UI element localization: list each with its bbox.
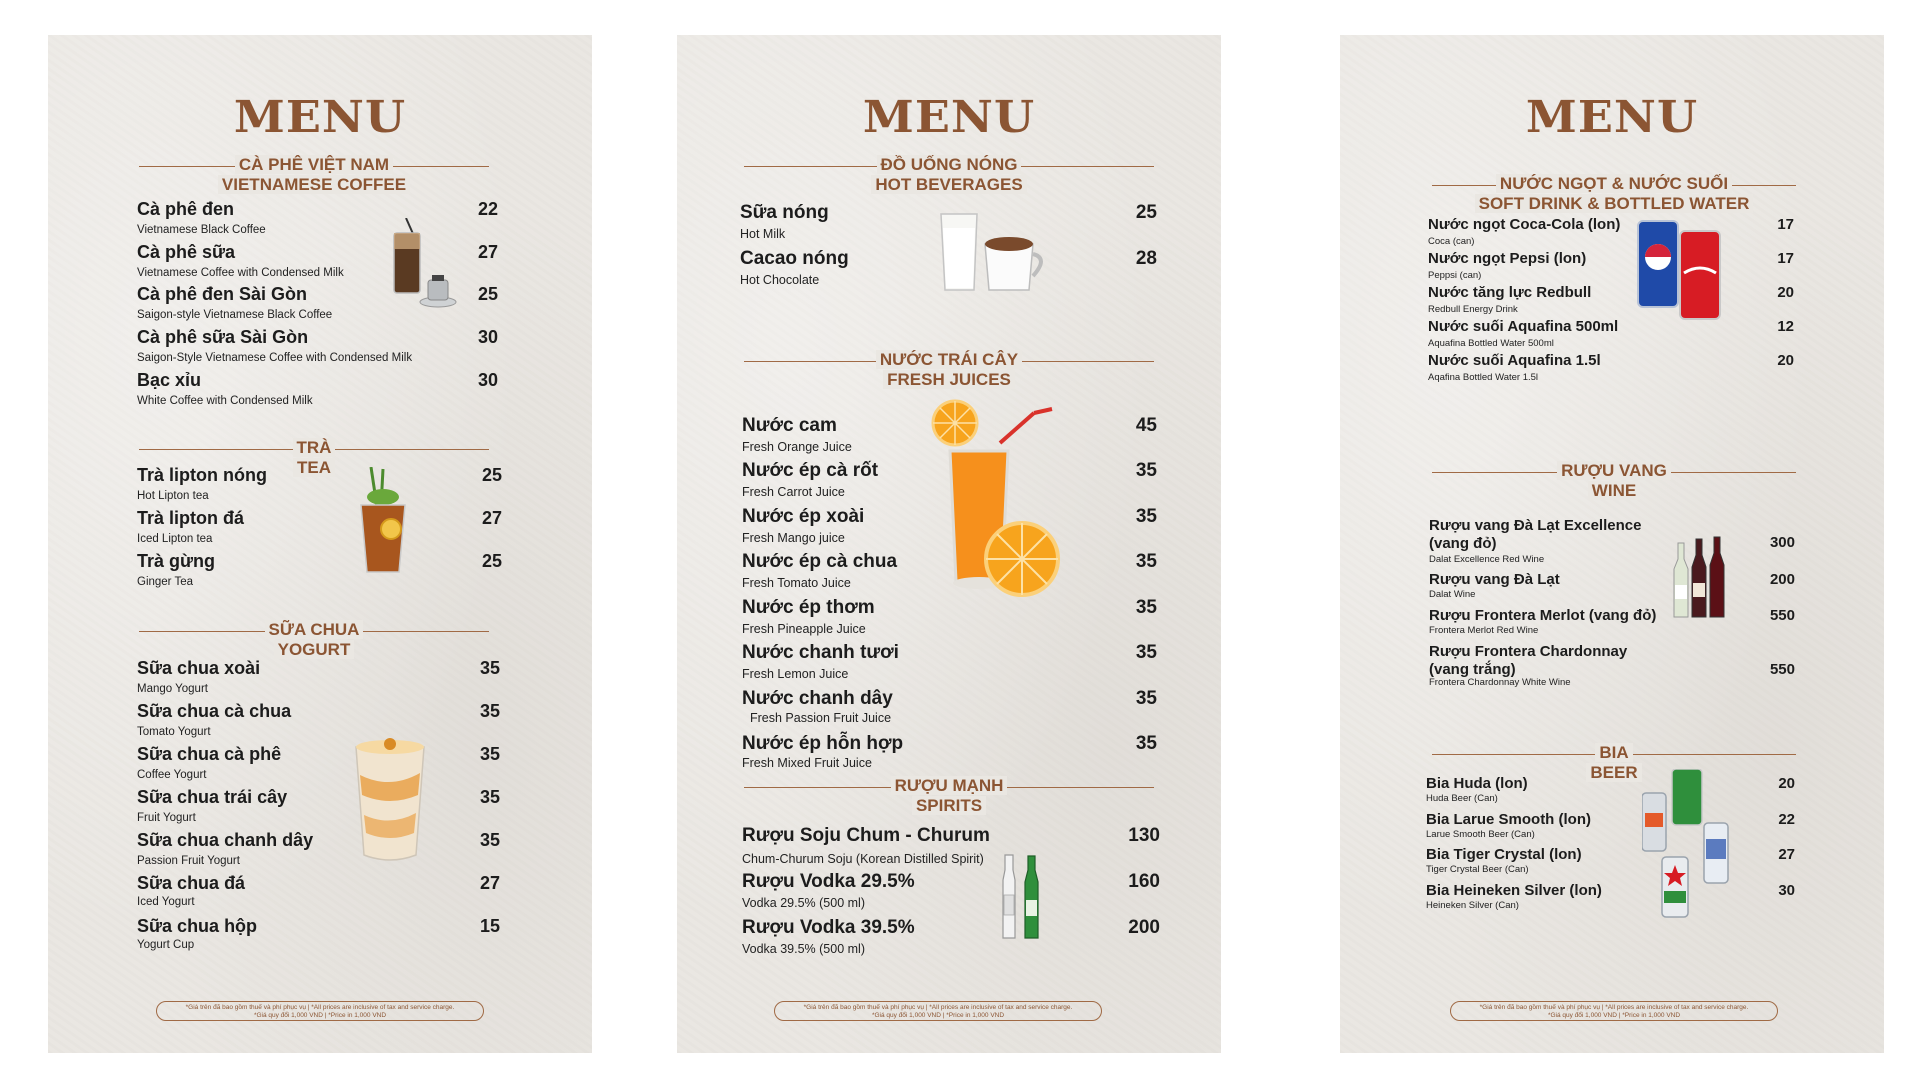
item-price: 15 [479,916,500,936]
item-price: 20 [1777,284,1794,301]
item-subtitle: Dalat Wine [1429,589,1476,600]
item-name: Rượu Frontera Chardonnay [1429,643,1628,660]
section-header-spirits [744,774,1154,814]
section-title-vi: NƯỚC NGỌT & NƯỚC SUỐI [1496,174,1732,193]
menu-title: MENU [1525,91,1699,143]
item-subtitle: Hot Lipton tea [137,490,209,502]
section-title-en: WINE [1588,481,1640,500]
section-header-fresh-juices [744,348,1154,388]
item-name: Rượu vang Đà Lạt Excellence [1429,517,1642,534]
item-price: 35 [1135,733,1157,754]
item-subtitle: Peppsi (can) [1428,270,1482,281]
section-header-soft-drinks [1432,172,1796,212]
item-name: Nước ép cà chua [742,551,898,572]
item-price: 35 [479,787,500,807]
section-title-vi: RƯỢU VANG [1557,461,1671,480]
item-name: Bia Heineken Silver (lon) [1426,882,1602,899]
item-name: Sữa chua hộp [137,916,258,936]
item-price: 28 [1135,248,1157,269]
item-price: 160 [1128,871,1160,892]
price-note [156,1001,484,1021]
section-title-vi: TRÀ [293,438,336,457]
section-title-vi: SỮA CHUA [265,620,364,639]
menu-item[interactable] [1428,250,1794,281]
section-header-wine [1432,459,1796,499]
item-price: 20 [1777,352,1794,369]
item-subtitle: Vodka 29.5% (500 ml) [742,896,865,910]
item-subtitle: Frontera Merlot Red Wine [1429,625,1539,636]
menu-page-coffee-tea-yogurt [48,35,592,1053]
menu-item[interactable] [1428,352,1794,383]
item-subtitle: Aquafina Bottled Water 500ml [1428,338,1554,349]
item-price: 27 [479,873,500,893]
item-price: 20 [1778,775,1795,792]
orange-juice-illustration [922,383,1072,603]
item-name: Rượu Frontera Merlot (vang đỏ) [1429,607,1657,624]
item-price: 25 [477,284,498,304]
menu-item[interactable] [1426,846,1795,874]
item-name: Nước ép thơm [742,597,875,618]
section-header-coffee [139,153,489,193]
menu-item[interactable] [1429,517,1795,565]
item-price: 27 [477,242,498,262]
menu-item[interactable] [137,370,498,407]
item-subtitle: Fresh Pineapple Juice [742,622,866,636]
item-subtitle: Coffee Yogurt [137,769,207,781]
item-subtitle: Coca (can) [1428,236,1475,247]
menu-item[interactable] [742,688,1157,724]
menu-item[interactable] [1429,571,1795,601]
item-price: 17 [1777,250,1794,267]
menu-item[interactable] [1428,216,1794,247]
section-title-en: HOT BEVERAGES [871,175,1026,194]
price-note-line1: *Giá trên đã bao gồm thuế và phí phục vụ | *All prices are inclusive of tax and service charge. [803,1004,1073,1011]
item-price: 35 [1135,688,1157,709]
menu-item[interactable] [137,508,502,545]
item-name-line2: (vang trắng) [1429,661,1516,678]
menu-item[interactable] [137,701,500,738]
menu-item[interactable] [137,787,500,824]
item-price: 35 [1135,551,1157,572]
iced-tea-glass-illustration [353,467,413,577]
section-title-vi: NƯỚC TRÁI CÂY [876,350,1022,369]
item-subtitle: Huda Beer (Can) [1426,793,1498,804]
item-subtitle: Fresh Passion Fruit Juice [750,711,892,725]
item-subtitle: Fresh Tomato Juice [742,576,851,590]
item-name: Sữa chua đá [137,873,246,893]
item-price: 550 [1769,607,1795,624]
menu-page-hot-juices-spirits [677,35,1221,1053]
menu-item[interactable] [137,830,500,867]
item-price: 27 [481,508,502,528]
item-name: Rượu Vodka 29.5% [742,871,915,892]
item-name: Nước cam [742,415,837,436]
item-name: Rượu vang Đà Lạt [1429,571,1560,588]
menu-item[interactable] [137,551,502,588]
menu-item[interactable] [742,733,1157,769]
menu-item[interactable] [1428,284,1794,315]
section-title-en: VIETNAMESE COFFEE [218,175,410,194]
item-name: Trà gừng [137,551,216,571]
item-name: Bạc xỉu [137,370,202,390]
item-price: 25 [481,551,502,571]
price-note [774,1001,1102,1021]
price-note-line2: *Giá quy đổi 1,000 VND | *Price in 1,000 VND [253,1012,387,1019]
coffee-glass-illustration [386,218,458,318]
section-title-en: SPIRITS [912,796,986,815]
item-name-line2: (vang đỏ) [1429,535,1497,552]
item-price: 200 [1128,917,1160,938]
item-subtitle: Frontera Chardonnay White Wine [1429,677,1571,688]
price-note [1450,1001,1778,1021]
item-name: Trà lipton nóng [137,465,267,485]
item-name: Rượu Soju Chum - Churum [742,825,990,846]
item-subtitle: Hot Chocolate [740,273,820,287]
item-name: Cà phê đen Sài Gòn [137,284,308,304]
menu-item[interactable] [137,327,498,364]
liquor-bottles-illustration [997,850,1047,940]
item-subtitle: Saigon-Style Vietnamese Coffee with Condensed Milk [137,352,413,364]
item-subtitle: Fresh Carrot Juice [742,485,845,499]
menu-item[interactable] [137,744,500,781]
section-title-vi: RƯỢU MẠNH [891,776,1008,795]
milk-and-cocoa-illustration [937,210,1052,295]
section-title-vi: ĐỒ UỐNG NÓNG [877,155,1022,174]
item-subtitle: Vietnamese Coffee with Condensed Milk [137,267,344,279]
item-price: 35 [479,744,500,764]
item-subtitle: White Coffee with Condensed Milk [137,395,313,407]
menu-title: MENU [233,91,407,143]
menu-item[interactable] [1426,775,1795,803]
item-subtitle: Mango Yogurt [137,683,208,695]
item-subtitle: Tiger Crystal Beer (Can) [1426,864,1529,875]
price-note-line1: *Giá trên đã bao gồm thuế và phí phục vụ | *All prices are inclusive of tax and service charge. [1479,1004,1749,1011]
menu-item[interactable] [742,917,1160,956]
item-name: Nước ép hỗn hợp [742,733,904,754]
item-price: 25 [481,465,502,485]
section-header-hot-beverages [744,153,1154,193]
section-title-en: YOGURT [274,640,355,659]
item-subtitle: Dalat Excellence Red Wine [1429,554,1545,565]
menu-item[interactable] [1426,811,1795,839]
menu-item[interactable] [137,916,500,950]
section-title-en: SOFT DRINK & BOTTLED WATER [1475,194,1754,213]
item-price: 35 [1135,642,1157,663]
section-title-en: TEA [293,458,335,477]
item-name: Nước suối Aquafina 500ml [1428,318,1619,335]
item-price: 35 [1135,460,1157,481]
item-name: Bia Tiger Crystal (lon) [1426,846,1582,863]
item-subtitle: Iced Yogurt [137,896,195,908]
wine-bottles-illustration [1670,535,1730,620]
section-title-en: BEER [1586,763,1641,782]
item-price: 35 [1135,506,1157,527]
price-note-line2: *Giá quy đổi 1,000 VND | *Price in 1,000 VND [1547,1012,1681,1019]
menu-item[interactable] [1429,607,1795,637]
item-subtitle: Ginger Tea [137,576,194,588]
item-price: 45 [1135,415,1157,436]
item-subtitle: Chum-Churum Soju (Korean Distilled Spirit) [742,852,984,866]
item-price: 30 [477,327,498,347]
item-name: Sữa chua trái cây [137,787,288,807]
item-price: 30 [1778,882,1795,899]
item-price: 22 [477,199,498,219]
menu-item[interactable] [1428,318,1794,349]
menu-item[interactable] [742,871,1160,910]
item-name: Nước chanh dây [742,688,893,709]
item-name: Cà phê đen [137,199,235,219]
item-price: 130 [1128,825,1160,846]
item-subtitle: Hot Milk [740,227,786,241]
item-subtitle: Fresh Orange Juice [742,440,852,454]
item-price: 35 [479,830,500,850]
menu-title: MENU [862,91,1036,143]
section-title-vi: BIA [1595,743,1632,762]
item-name: Sữa chua cà phê [137,744,282,764]
item-subtitle: Tomato Yogurt [137,726,211,738]
menu-page-soft-wine-beer [1340,35,1884,1053]
item-subtitle: Redbull Energy Drink [1428,304,1518,315]
item-price: 300 [1769,534,1795,551]
item-name: Nước ép cà rốt [742,460,879,481]
item-subtitle: Fresh Lemon Juice [742,667,849,681]
item-subtitle: Saigon-style Vietnamese Black Coffee [137,309,333,321]
menu-item[interactable] [137,658,500,695]
item-name: Cacao nóng [740,248,849,269]
item-subtitle: Yogurt Cup [137,939,195,951]
soda-cans-illustration [1634,215,1726,325]
item-subtitle: Heineken Silver (Can) [1426,900,1519,911]
item-name: Nước chanh tươi [742,642,899,663]
beer-cans-illustration [1642,769,1732,919]
item-name: Rượu Vodka 39.5% [742,917,915,938]
item-price: 30 [477,370,498,390]
section-title-en: FRESH JUICES [883,370,1015,389]
item-price: 17 [1777,216,1794,233]
item-price: 27 [1778,846,1795,863]
section-header-yogurt [139,618,489,658]
item-price: 200 [1769,571,1795,588]
section-title-vi: CÀ PHÊ VIỆT NAM [235,155,393,174]
item-name: Sữa nóng [740,202,829,223]
item-subtitle: Vietnamese Black Coffee [137,224,266,236]
item-subtitle: Fresh Mixed Fruit Juice [742,756,872,770]
price-note-line1: *Giá trên đã bao gồm thuế và phí phục vụ | *All prices are inclusive of tax and service charge. [185,1004,455,1011]
item-price: 35 [479,701,500,721]
item-name: Trà lipton đá [137,508,245,528]
price-note-line2: *Giá quy đổi 1,000 VND | *Price in 1,000 VND [871,1012,1005,1019]
menu-item[interactable] [1429,643,1795,691]
item-price: 12 [1777,318,1794,335]
item-subtitle: Fruit Yogurt [137,812,196,824]
item-name: Bia Huda (lon) [1426,775,1528,792]
menu-item[interactable] [137,873,500,907]
item-name: Nước ép xoài [742,506,865,527]
item-name: Cà phê sữa [137,242,236,262]
item-name: Nước tăng lực Redbull [1428,284,1592,301]
item-price: 35 [479,658,500,678]
item-subtitle: Vodka 39.5% (500 ml) [742,942,865,956]
menu-item[interactable] [742,642,1157,681]
item-price: 550 [1769,661,1795,678]
item-name: Bia Larue Smooth (lon) [1426,811,1591,828]
item-price: 25 [1135,202,1157,223]
item-price: 22 [1778,811,1795,828]
item-name: Sữa chua chanh dây [137,830,314,850]
menu-item[interactable] [742,825,1160,866]
item-subtitle: Iced Lipton tea [137,533,213,545]
item-name: Nước suối Aquafina 1.5l [1428,352,1601,369]
item-subtitle: Fresh Mango juice [742,531,845,545]
item-name: Cà phê sữa Sài Gòn [137,327,309,347]
item-price: 35 [1135,597,1157,618]
menu-item[interactable] [137,465,502,502]
menu-item[interactable] [1426,882,1795,910]
item-name: Nước ngọt Coca-Cola (lon) [1428,216,1621,233]
item-subtitle: Passion Fruit Yogurt [137,855,240,867]
item-name: Sữa chua cà chua [137,701,292,721]
item-name: Sữa chua xoài [137,658,261,678]
yogurt-glass-illustration [350,735,430,865]
item-subtitle: Larue Smooth Beer (Can) [1426,829,1535,840]
item-subtitle: Aqafina Bottled Water 1.5l [1428,372,1539,383]
item-name: Nước ngọt Pepsi (lon) [1428,250,1587,267]
